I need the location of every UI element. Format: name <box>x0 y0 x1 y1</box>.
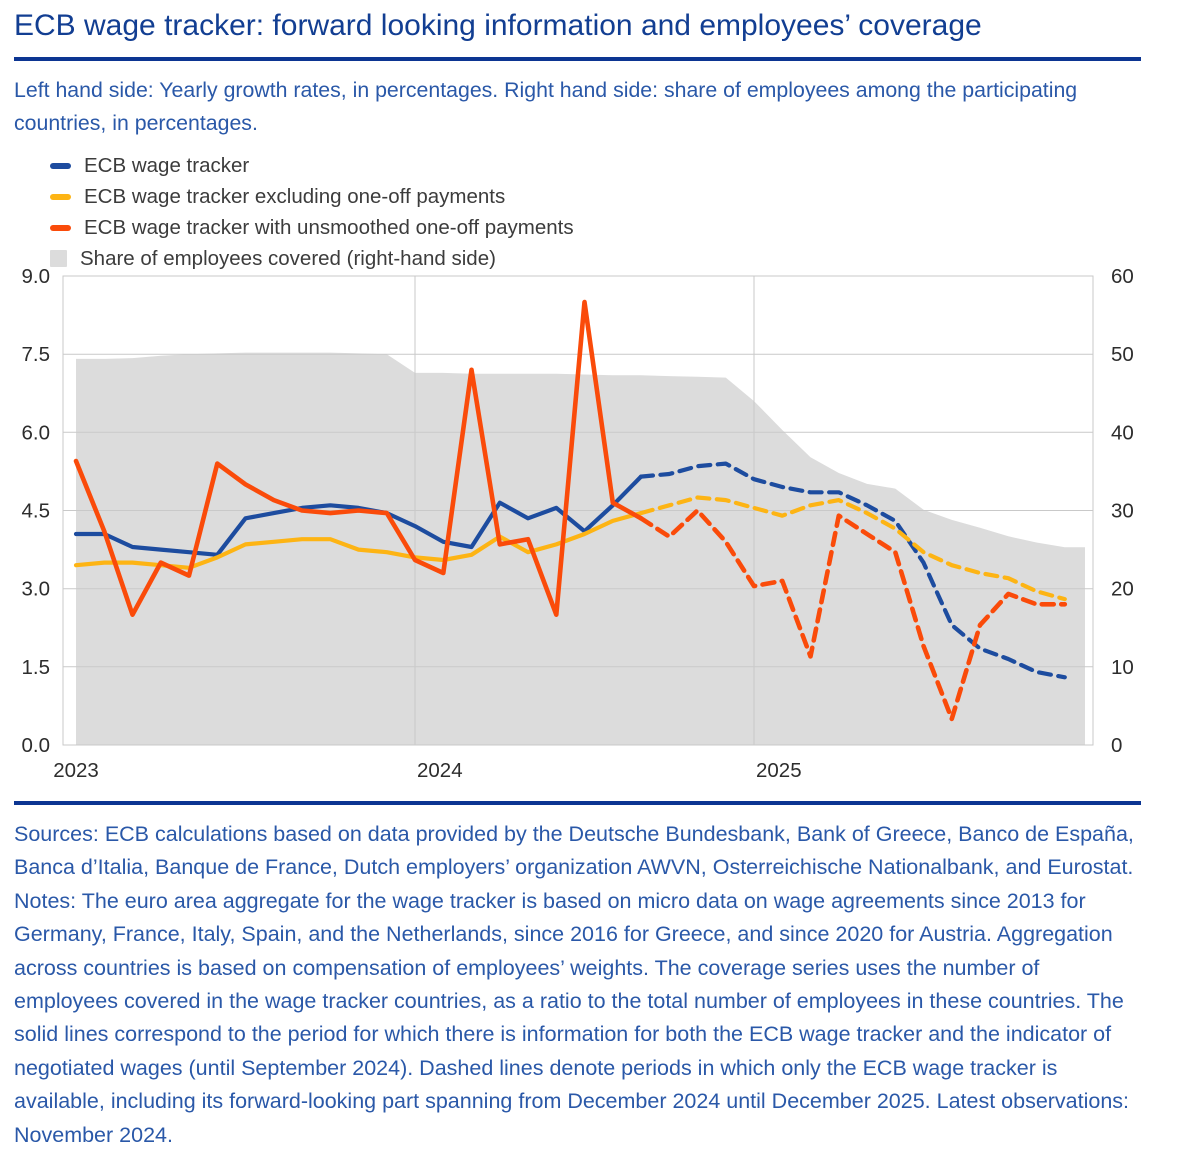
left-axis-tick: 1.5 <box>21 655 50 679</box>
employee-coverage-area <box>76 353 1085 745</box>
legend-item <box>50 181 574 212</box>
divider-top <box>14 57 1141 61</box>
legend-label: Share of employees covered (right-hand side) <box>80 246 496 270</box>
left-axis-tick: 4.5 <box>21 499 50 523</box>
legend-swatch-unsmoothed-one-off <box>50 225 71 231</box>
right-axis-tick: 10 <box>1111 655 1134 679</box>
legend-label: ECB wage tracker <box>84 153 250 177</box>
page-title: ECB wage tracker: forward looking information and employees’ coverage <box>14 9 982 42</box>
x-axis-tick: 2024 <box>417 759 463 782</box>
chart-legend <box>50 150 574 274</box>
right-axis-tick: 20 <box>1111 577 1134 601</box>
legend-item <box>50 150 574 181</box>
wage-tracker-chart <box>0 260 1192 790</box>
chart-subtitle: Left hand side: Yearly growth rates, in percentages. Right hand side: share of employees among the participating countries, in percentages. <box>14 78 1078 135</box>
divider-bottom <box>14 801 1141 805</box>
left-axis-tick: 7.5 <box>21 343 50 367</box>
left-axis-tick: 0.0 <box>21 734 50 757</box>
left-axis-tick: 9.0 <box>21 265 50 288</box>
right-axis-tick: 40 <box>1111 421 1134 445</box>
right-axis-tick: 0 <box>1111 734 1123 757</box>
right-axis-tick: 30 <box>1111 499 1134 523</box>
x-axis-tick: 2023 <box>53 759 99 782</box>
x-axis-tick: 2025 <box>756 759 802 782</box>
legend-label: ECB wage tracker excluding one-off payments <box>84 184 506 208</box>
sources-notes: Sources: ECB calculations based on data provided by the Deutsche Bundesbank, Bank of Greece, Banco de España, Banca d’Italia, Banque de France, Dutch employers’ organization AWVN, Osterreichische Nationalbank, and Eurostat. Notes: The euro area aggregate for the wage tracker is based on micro data on wage agreements since 2013 for Germany, France, Italy, Spain, and the Netherlands, since 2016 for Greece, and since 2020 for Austria. Aggregation across countries is based on compensation of employees’ weights. The coverage series uses the number of employees covered in the wage tracker countries, as a ratio to the total number of employees in these countries. The solid lines correspond to the period for which there is information for both the ECB wage tracker and the indicator of negotiated wages (until September 2024). Dashed lines denote periods in which only the ECB wage tracker is available, including its forward-looking part spanning from December 2024 until December 2025. Latest observations: November 2024. <box>14 822 1134 1147</box>
legend-label: ECB wage tracker with unsmoothed one-off payments <box>84 215 574 239</box>
legend-swatch-excluding-one-off <box>50 194 71 200</box>
legend-swatch-wage-tracker <box>50 163 71 169</box>
right-axis-tick: 50 <box>1111 343 1134 367</box>
right-axis-tick: 60 <box>1111 265 1134 288</box>
left-axis-tick: 6.0 <box>21 421 50 445</box>
legend-item <box>50 212 574 243</box>
left-axis-tick: 3.0 <box>21 577 50 601</box>
